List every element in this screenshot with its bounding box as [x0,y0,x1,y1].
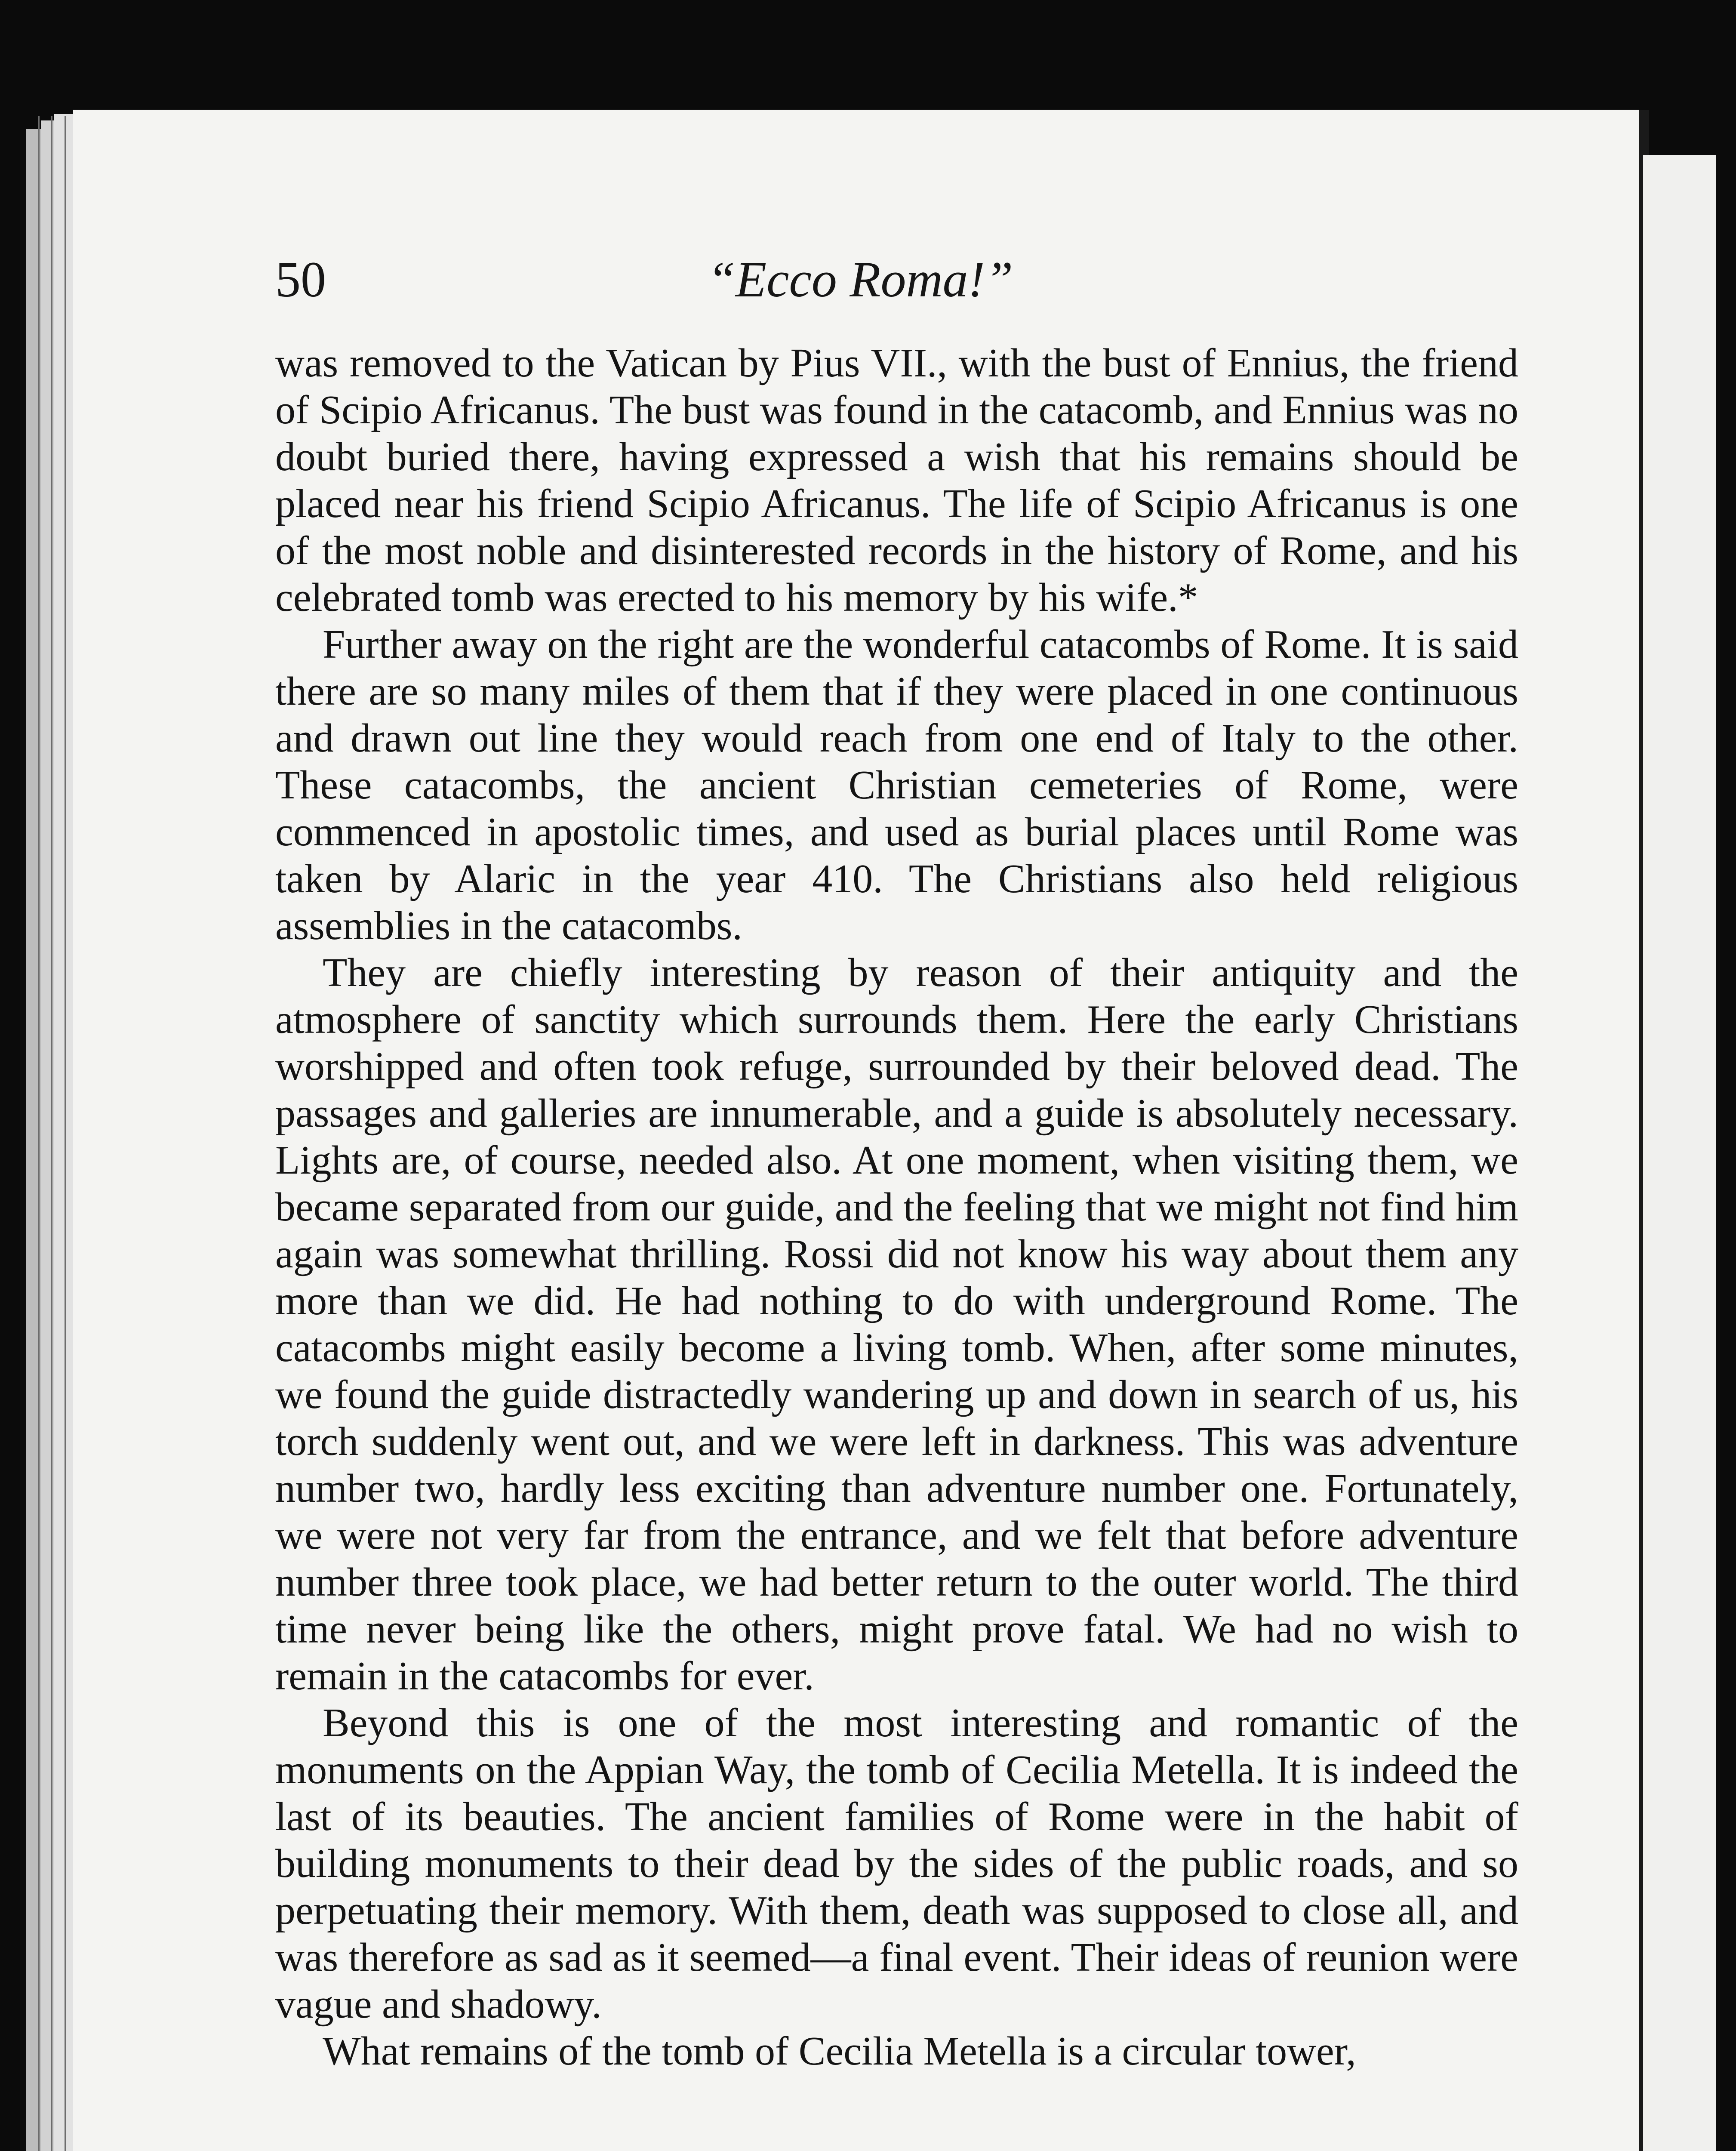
running-title: “Ecco Roma!” [707,251,1013,308]
page-edge-line [51,116,52,2151]
paragraph: was removed to the Vatican by Pius VII., with the bust of Ennius, the friend of Scipio Africanus. The bust was found in the catacomb, and Ennius was no doubt buried there, having expressed a wish that his remains should be placed near his friend Scipio Africanus. The life of Scipio Africanus is one of the most noble and disinterested records in the history of Rome, and his celebrated tomb was erected to his memory by his wife.* [275,341,1518,620]
page-number: 50 [275,251,326,308]
paragraph: Further away on the right are the wonderful catacombs of Rome. It is said there are so many miles of them that if they were placed in one continuous and drawn out line they would reach from one end of Italy to the other. These catacombs, the ancient Christian cemeteries of Rome, were commenced in apostolic times, and used as burial places until Rome was taken by Alaric in the year 410. The Christians also held religious assemblies in the catacombs. [275,622,1518,948]
page-edge-line [65,116,66,2151]
paragraph: What remains of the tomb of Cecilia Metella is a circular tower, [323,2029,1356,2074]
body-text [275,340,1518,2075]
page-edge-line [38,116,40,2151]
next-page-edge [1643,155,1716,2151]
paragraph: They are chiefly interesting by reason of their antiquity and the atmosphere of sanctity which surrounds them. Here the early Christians worshipped and often took refuge, surrounded by their beloved dead. The passages and galleries are innumerable, and a guide is absolutely necessary. Lights are, of course, needed also. At one moment, when visiting them, we became separated from our guide, and the feeling that we might not find him again was somewhat thrilling. Rossi did not know his way about them any more than we did. He had nothing to do with underground Rome. The catacombs might easily become a living tomb. When, after some minutes, we found the guide distractedly wandering up and down in search of us, his torch suddenly went out, and we were left in darkness. This was adventure number two, hardly less exciting than adventure number one. Fortunately, we were not very far from the entrance, and we felt that before adventure number three took place, we had better return to the outer world. The third time never being like the others, might prove fatal. We had no wish to remain in the catacombs for ever. [275,950,1518,1698]
paragraph: Beyond this is one of the most interesting and romantic of the monuments on the Appian Way, the tomb of Cecilia Metella. It is indeed the last of its beauties. The ancient families of Rome were in the habit of building monuments to their dead by the sides of the public roads, and so perpetuating their memory. With them, death was supposed to close all, and was therefore as sad as it seemed—a final event. Their ideas of reunion were vague and shadowy. [275,1701,1518,2027]
page-header [202,245,1518,314]
